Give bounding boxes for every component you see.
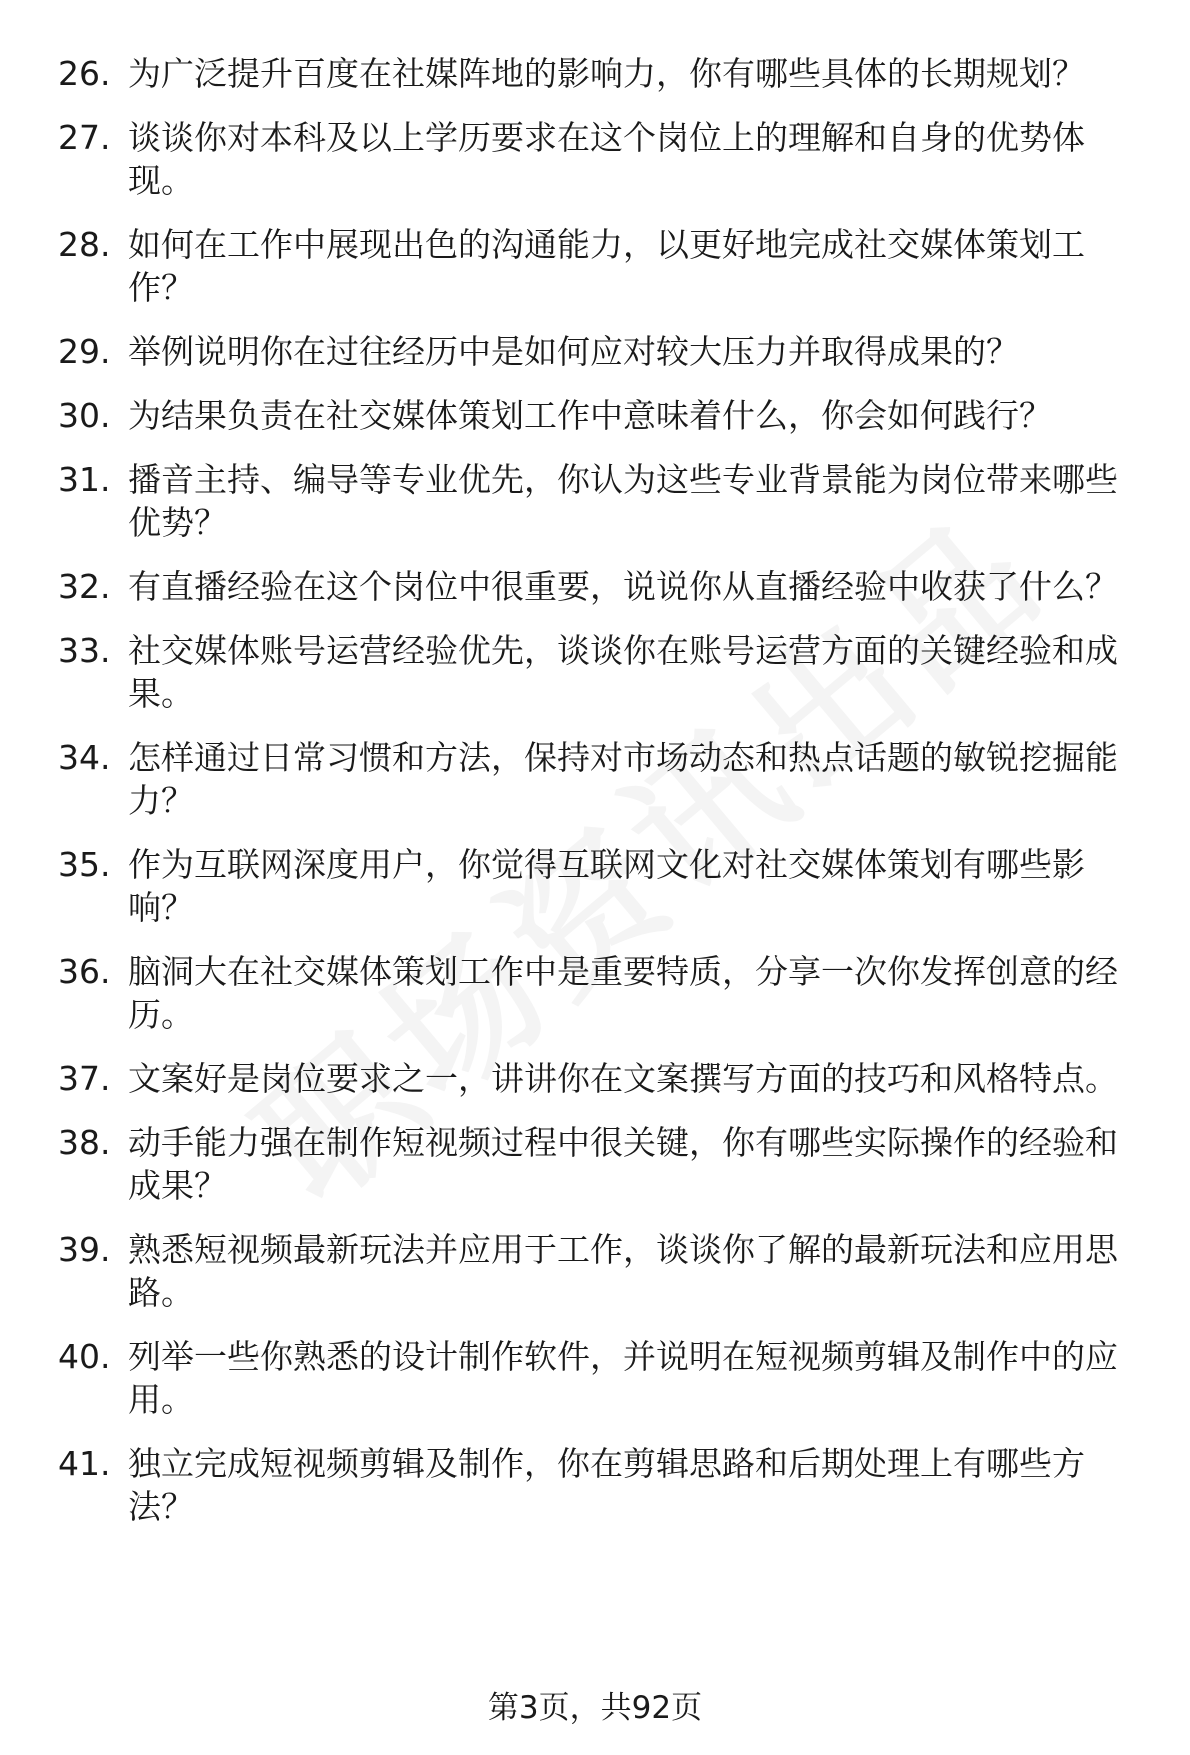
question-number: 37. [58, 1059, 111, 1098]
question-text: 文案好是岗位要求之一，讲讲你在文案撰写方面的技巧和风格特点。 [128, 1059, 1118, 1098]
question-item [58, 950, 1158, 1036]
question-number: 40. [58, 1337, 111, 1376]
question-number: 41. [58, 1444, 111, 1483]
question-number: 36. [58, 952, 111, 991]
question-item [58, 116, 1158, 202]
question-number: 26. [58, 54, 111, 93]
question-item [58, 330, 1158, 373]
question-item [58, 629, 1158, 715]
question-text: 为结果负责在社交媒体策划工作中意味着什么，你会如何践行？ [128, 396, 1052, 435]
question-item [58, 1057, 1158, 1100]
question-item [58, 394, 1158, 437]
question-item [58, 843, 1158, 929]
question-item [58, 1228, 1158, 1314]
question-item [58, 1442, 1158, 1528]
question-item [58, 736, 1158, 822]
question-list [58, 52, 1158, 1549]
question-item [58, 1121, 1158, 1207]
question-text: 脑洞大在社交媒体策划工作中是重要特质，分享一次你发挥创意的经历。 [128, 952, 1118, 1034]
question-text: 熟悉短视频最新玩法并应用于工作，谈谈你了解的最新玩法和应用思路。 [128, 1230, 1118, 1312]
question-number: 27. [58, 118, 111, 157]
question-item [58, 52, 1158, 95]
question-item [58, 565, 1158, 608]
question-number: 29. [58, 332, 111, 371]
question-number: 28. [58, 225, 111, 264]
question-item [58, 1335, 1158, 1421]
question-number: 30. [58, 396, 111, 435]
question-number: 38. [58, 1123, 111, 1162]
question-text: 社交媒体账号运营经验优先，谈谈你在账号运营方面的关键经验和成果。 [128, 631, 1118, 713]
question-text: 谈谈你对本科及以上学历要求在这个岗位上的理解和自身的优势体现。 [128, 118, 1085, 200]
question-number: 34. [58, 738, 111, 777]
question-text: 独立完成短视频剪辑及制作，你在剪辑思路和后期处理上有哪些方法？ [128, 1444, 1085, 1526]
question-text: 作为互联网深度用户，你觉得互联网文化对社交媒体策划有哪些影响？ [128, 845, 1085, 927]
question-text: 有直播经验在这个岗位中很重要，说说你从直播经验中收获了什么？ [128, 567, 1118, 606]
page-number-footer: 第3页，共92页 [487, 1690, 703, 1726]
question-item [58, 458, 1158, 544]
question-number: 32. [58, 567, 111, 606]
question-text: 播音主持、编导等专业优先，你认为这些专业背景能为岗位带来哪些优势？ [128, 460, 1118, 542]
question-item [58, 223, 1158, 309]
question-text: 为广泛提升百度在社媒阵地的影响力，你有哪些具体的长期规划？ [128, 54, 1085, 93]
question-number: 35. [58, 845, 111, 884]
question-text: 动手能力强在制作短视频过程中很关键，你有哪些实际操作的经验和成果？ [128, 1123, 1118, 1205]
question-number: 31. [58, 460, 111, 499]
question-number: 39. [58, 1230, 111, 1269]
question-text: 举例说明你在过往经历中是如何应对较大压力并取得成果的？ [128, 332, 1019, 371]
question-number: 33. [58, 631, 111, 670]
question-text: 列举一些你熟悉的设计制作软件，并说明在短视频剪辑及制作中的应用。 [128, 1337, 1118, 1419]
question-text: 如何在工作中展现出色的沟通能力，以更好地完成社交媒体策划工作？ [128, 225, 1085, 307]
question-text: 怎样通过日常习惯和方法，保持对市场动态和热点话题的敏锐挖掘能力？ [128, 738, 1118, 820]
